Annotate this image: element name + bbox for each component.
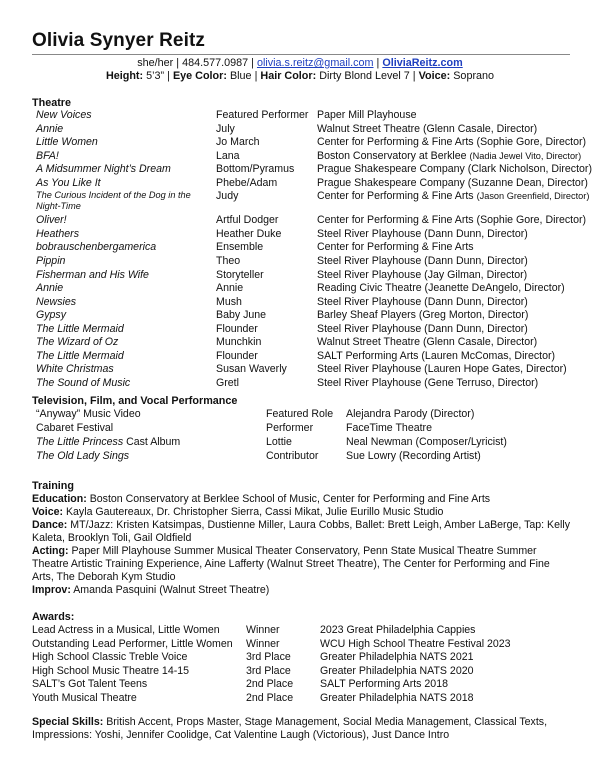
tv-title xyxy=(36,436,180,448)
tv-heading: Television, Film, and Vocal Performance xyxy=(32,395,238,407)
theatre-row xyxy=(36,323,576,336)
role: Ensemble xyxy=(216,241,264,254)
theatre-row xyxy=(36,377,576,390)
tv-title xyxy=(36,450,129,462)
role: Phebe/Adam xyxy=(216,176,278,189)
award-name: Youth Musical Theatre xyxy=(32,691,137,704)
role: Baby June xyxy=(216,309,267,322)
award-event: Greater Philadelphia NATS 2021 xyxy=(320,651,474,663)
award-result: 3rd Place xyxy=(246,664,291,677)
training-dance xyxy=(32,519,572,545)
venue xyxy=(317,109,417,121)
special-skills xyxy=(32,716,572,742)
website-link[interactable]: OliviaReitz.com xyxy=(382,57,463,69)
venue-name: SALT Performing Arts (Lauren McComas, Director) xyxy=(317,349,556,362)
venue-name: Steel River Playhouse (Lauren Hope Gates, Director) xyxy=(317,363,567,376)
award-name: High School Classic Treble Voice xyxy=(32,651,188,663)
training-improv xyxy=(32,584,572,597)
height-value: 5’3” xyxy=(146,70,165,82)
award-result: 2nd Place xyxy=(246,678,294,690)
tv-credit: Neal Newman (Composer/Lyricist) xyxy=(346,436,507,448)
venue xyxy=(317,163,592,175)
show-title: BFA! xyxy=(36,149,59,162)
role: Susan Waverly xyxy=(216,363,287,376)
tv-title-text: “Anyway” Music Video xyxy=(36,408,141,420)
venue xyxy=(317,190,589,202)
show-title: Annie xyxy=(36,282,64,295)
venue-name: Steel River Playhouse (Dann Dunn, Director) xyxy=(317,254,528,267)
show-title: The Curious Incident of the Dog in the Night-Time xyxy=(36,190,191,212)
email-link[interactable]: olivia.s.reitz@gmail.com xyxy=(256,57,374,69)
venue xyxy=(317,123,537,135)
voice-training-text: Kayla Gautereaux, Dr. Christopher Sierra, Cassi Mikat, Julie Eurillo Music Studio xyxy=(65,506,444,518)
tv-role: Featured Role xyxy=(266,408,334,420)
theatre-row xyxy=(36,269,576,282)
award-event: WCU High School Theatre Festival 2023 xyxy=(320,637,511,650)
voice-training-label: Voice: xyxy=(32,506,64,518)
show-title: The Little Mermaid xyxy=(36,322,124,335)
show-title: Heathers xyxy=(36,227,79,240)
tv-role: Contributor xyxy=(266,450,319,462)
venue-name: Boston Conservatory at Berklee xyxy=(317,149,467,162)
physical-stats: Height: 5’3” | Eye Color: Blue | Hair Color: Dirty Blond Level 7 | Voice: Soprano xyxy=(105,70,495,82)
venue xyxy=(317,309,528,321)
award-result: 3rd Place xyxy=(246,651,291,663)
role: Artful Dodger xyxy=(216,214,279,227)
dance-text: MT/Jazz: Kristen Katsimpas, Dustienne Miller, Laura Cobbs, Ballet: Brett Leigh, Amber LaBerge, Tap: Kelly Kaleta, Brooklyn Toli, Gail Oldfield xyxy=(32,519,570,544)
tv-title xyxy=(36,408,141,420)
show-title: Fisherman and His Wife xyxy=(36,268,149,281)
acting-label: Acting: xyxy=(32,545,69,557)
training-voice xyxy=(32,506,572,519)
show-title: Pippin xyxy=(36,254,66,267)
venue-name: Center for Performing & Fine Arts (Sophie Gore, Director) xyxy=(317,214,587,227)
contact-line: she/her | 484.577.0987 | olivia.s.reitz@gmail.com | OliviaReitz.com xyxy=(137,57,463,69)
role: Mush xyxy=(216,295,242,308)
venue-name: Steel River Playhouse (Dann Dunn, Director) xyxy=(317,227,528,240)
tv-title xyxy=(36,422,113,434)
theatre-row xyxy=(36,241,576,254)
hair-value: Dirty Blond Level 7 xyxy=(319,70,410,82)
role: Storyteller xyxy=(216,268,264,281)
venue-name: Steel River Playhouse (Jay Gilman, Director) xyxy=(317,268,528,281)
role: Lana xyxy=(216,149,240,162)
venue xyxy=(317,228,528,240)
theatre-row xyxy=(36,109,576,122)
theatre-row xyxy=(36,163,592,176)
tv-role: Lottie xyxy=(266,436,292,448)
tv-row xyxy=(36,436,576,449)
pronouns: she/her xyxy=(137,57,174,69)
award-row xyxy=(32,678,572,691)
venue xyxy=(317,269,527,281)
tv-row xyxy=(36,408,576,421)
theatre-row xyxy=(36,363,576,376)
show-title: White Christmas xyxy=(36,363,114,376)
award-row xyxy=(32,638,572,651)
training-acting xyxy=(32,545,572,584)
height-label: Height: xyxy=(105,70,144,82)
theatre-row xyxy=(36,296,576,309)
show-title: The Sound of Music xyxy=(36,376,131,389)
venue xyxy=(317,255,528,267)
venue xyxy=(317,350,555,362)
venue xyxy=(317,363,567,375)
role: Flounder xyxy=(216,349,258,362)
eye-label: Eye Color: xyxy=(172,70,227,82)
venue-name: Walnut Street Theatre (Glenn Casale, Director) xyxy=(317,122,538,135)
tv-credit: FaceTime Theatre xyxy=(346,422,432,434)
venue-name: Steel River Playhouse (Gene Terruso, Director) xyxy=(317,376,539,389)
hair-label: Hair Color: xyxy=(260,70,317,82)
theatre-row xyxy=(36,214,587,227)
show-title: Oliver! xyxy=(36,214,67,227)
role: Featured Performer xyxy=(216,109,309,121)
theatre-row xyxy=(36,336,576,349)
venue-name: Center for Performing & Fine Arts xyxy=(317,190,474,203)
award-event: Greater Philadelphia NATS 2020 xyxy=(320,664,474,677)
show-title: Newsies xyxy=(36,295,77,308)
show-title: New Voices xyxy=(36,109,92,121)
theatre-row xyxy=(36,123,576,136)
role: Gretl xyxy=(216,376,239,389)
award-row xyxy=(32,692,572,705)
venue-name: Reading Civic Theatre (Jeanette DeAngelo, Director) xyxy=(317,282,565,295)
tv-title-italic: The Old Lady Sings xyxy=(36,450,130,462)
tv-row xyxy=(36,422,576,435)
phone-number: 484.577.0987 xyxy=(182,57,249,69)
venue xyxy=(317,282,565,294)
header-divider xyxy=(32,54,570,55)
role: Annie xyxy=(216,282,244,295)
award-event: Greater Philadelphia NATS 2018 xyxy=(320,691,474,704)
venue xyxy=(317,214,586,226)
show-title: As You Like It xyxy=(36,176,101,189)
award-name: Lead Actress in a Musical, Little Women xyxy=(32,624,220,636)
skills-label: Special Skills: xyxy=(32,716,104,728)
show-title: Annie xyxy=(36,122,64,135)
role: Bottom/Pyramus xyxy=(216,163,295,176)
award-name: High School Music Theatre 14-15 xyxy=(32,664,190,677)
role: Judy xyxy=(216,190,239,203)
training-heading: Training xyxy=(32,480,74,492)
award-name: SALT’s Got Talent Teens xyxy=(32,678,148,690)
theatre-row xyxy=(36,228,576,241)
award-row xyxy=(32,651,572,664)
award-row xyxy=(32,624,572,637)
improv-text: Amanda Pasquini (Walnut Street Theatre) xyxy=(73,584,270,596)
venue-name: Center for Performing & Fine Arts xyxy=(317,241,474,254)
tv-role: Performer xyxy=(266,422,314,434)
theatre-row xyxy=(36,309,576,322)
venue-name: Center for Performing & Fine Arts (Sophie Gore, Director) xyxy=(317,136,587,149)
venue-name: Steel River Playhouse (Dann Dunn, Director) xyxy=(317,295,528,308)
director-note: (Jason Greenfield, Director) xyxy=(476,191,590,202)
show-title: bobrauschenbergamerica xyxy=(36,241,157,254)
acting-text: Paper Mill Playhouse Summer Musical Theater Conservatory, Penn State Musical Theatre Summer Theatre Artistic Training Experience, Aine Lafferty (Walnut Street Theatre), The Center for Performing and Fine Arts, The Deborah Kym Studio xyxy=(32,545,550,583)
award-result: Winner xyxy=(246,637,280,650)
role: Munchkin xyxy=(216,336,262,349)
venue xyxy=(317,336,537,348)
education-text: Boston Conservatory at Berklee School of Music, Center for Performing and Fine Arts xyxy=(89,493,491,505)
training-education xyxy=(32,493,572,506)
awards-heading: Awards: xyxy=(32,611,75,623)
tv-row xyxy=(36,450,576,463)
tv-title-italic: The Little Princess xyxy=(36,436,124,448)
theatre-row xyxy=(36,136,587,149)
venue xyxy=(317,177,588,189)
venue xyxy=(317,136,586,148)
role: Heather Duke xyxy=(216,227,282,240)
role: Jo March xyxy=(216,136,260,149)
award-result: 2nd Place xyxy=(246,691,294,704)
venue xyxy=(317,296,528,308)
role: Theo xyxy=(216,254,241,267)
show-title: The Little Mermaid xyxy=(36,349,124,362)
award-result: Winner xyxy=(246,624,280,636)
theatre-heading: Theatre xyxy=(32,97,72,109)
award-event: 2023 Great Philadelphia Cappies xyxy=(320,624,476,636)
venue-name: Prague Shakespeare Company (Clark Nicholson, Director) xyxy=(317,163,592,176)
improv-label: Improv: xyxy=(32,584,71,596)
venue-name: Walnut Street Theatre (Glenn Casale, Director) xyxy=(317,336,538,349)
award-name: Outstanding Lead Performer, Little Women xyxy=(32,637,233,650)
theatre-row xyxy=(36,350,576,363)
actor-name: Olivia Synyer Reitz xyxy=(32,30,205,51)
tv-credit: Sue Lowry (Recording Artist) xyxy=(346,450,481,462)
role: Flounder xyxy=(216,322,258,335)
venue xyxy=(317,377,538,389)
dance-label: Dance: xyxy=(32,519,68,531)
voice-value: Soprano xyxy=(453,70,495,82)
theatre-row xyxy=(36,176,588,190)
venue xyxy=(317,323,528,335)
show-title: The Wizard of Oz xyxy=(36,336,119,349)
theatre-row xyxy=(36,149,582,163)
theatre-row xyxy=(36,255,576,268)
award-row xyxy=(32,665,572,678)
education-label: Education: xyxy=(32,493,87,505)
tv-credit: Alejandra Parody (Director) xyxy=(346,408,475,420)
show-title: A Midsummer Night’s Dream xyxy=(36,163,171,176)
venue xyxy=(317,150,581,162)
theatre-row xyxy=(36,190,590,214)
theatre-row xyxy=(36,282,576,295)
tv-title-suffix: Cast Album xyxy=(123,436,181,448)
eye-value: Blue xyxy=(229,70,252,82)
venue-name: Prague Shakespeare Company (Suzanne Dean, Director) xyxy=(317,176,588,189)
venue xyxy=(317,241,474,253)
role: July xyxy=(216,122,235,135)
show-title: Little Women xyxy=(36,136,98,149)
award-event: SALT Performing Arts 2018 xyxy=(320,678,448,690)
venue-name: Barley Sheaf Players (Greg Morton, Director) xyxy=(317,309,529,322)
venue-name: Paper Mill Playhouse xyxy=(317,109,417,121)
voice-label: Voice: xyxy=(418,70,451,82)
tv-title-text: Cabaret Festival xyxy=(36,422,114,434)
skills-text: British Accent, Props Master, Stage Management, Social Media Management, Classical Texts, Impressions: Yoshi, Jennifer Coolidge, Cat Valentine Laugh (Victorious), Just Dance Intro xyxy=(32,716,548,741)
director-note: (Nadia Jewel Vito, Director) xyxy=(469,150,582,161)
show-title: Gypsy xyxy=(36,309,67,322)
venue-name: Steel River Playhouse (Dann Dunn, Director) xyxy=(317,322,528,335)
